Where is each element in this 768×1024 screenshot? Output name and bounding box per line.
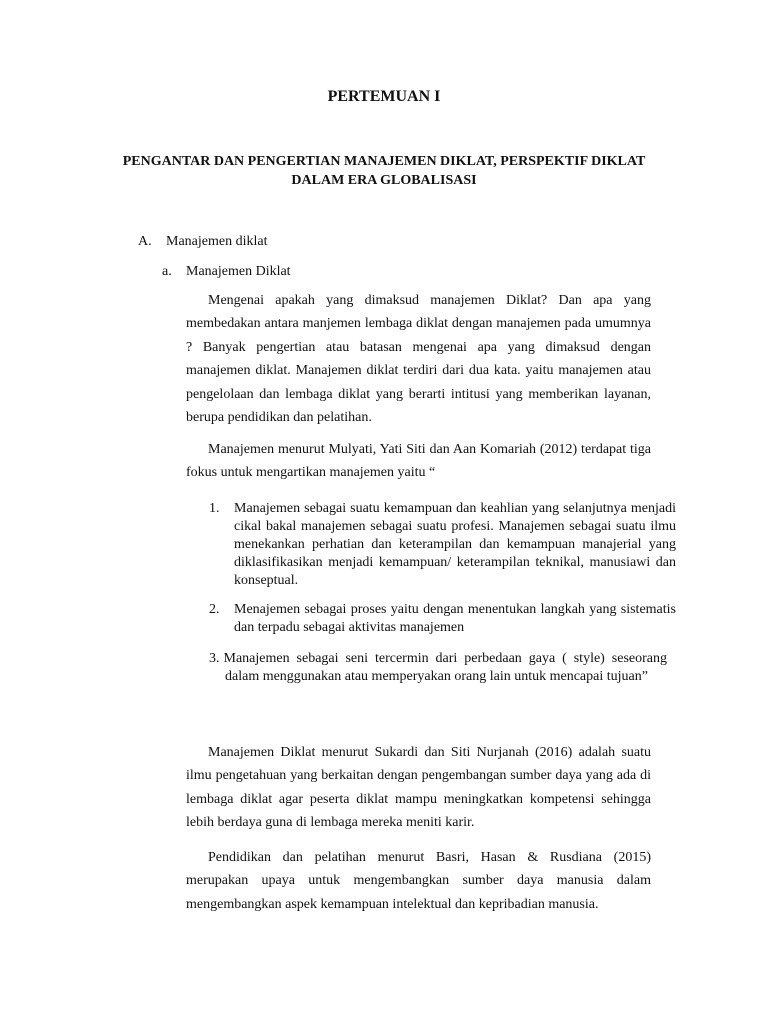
list-item [209,500,676,590]
list-item [209,601,676,637]
subtitle-line-2: DALAM ERA GLOBALISASI [291,173,477,188]
list-text: Manajemen sebagai suatu kemampuan dan keahlian yang selanjutnya menjadi cikal bakal manajemen sebagai suatu profesi. Manajemen sebagai suatu ilmu menekankan perhatian dan keterampilan dan kemampuan manajerial yang diklasifikasikan menjadi kemampuan/ keterampilan teknikal, manusiawi dan konseptual. [234,501,676,588]
list-text: Manajemen sebagai seni tercermin dari perbedaan gaya ( style) seseorang dalam menggunakan atau memperyakan orang lain untuk mencapai tujuan” [223,651,667,684]
paragraph: Mengenai apakah yang dimaksud manajemen Diklat? Dan apa yang membedakan antara manjemen lembaga diklat dengan manajemen pada umumnya ? Banyak pengertian atau batasan mengenai apa yang dimaksud dengan manajemen diklat. Manajemen diklat terdiri dari dua kata. yaitu manajemen atau pengelolaan dan lembaga diklat yang berarti intitusi yang memberikan layanan, berupa pendidikan dan pelatihan. [186,293,651,426]
section-label: Manajemen diklat [166,234,268,249]
subsection-label: Manajemen Diklat [186,264,291,279]
paragraph: Pendidikan dan pelatihan menurut Basri, Hasan & Rusdiana (2015) merupakan upaya untuk mengembangkan sumber daya manusia dalam mengembangkan aspek kemampuan intelektual dan kepribadian manusia. [186,850,651,912]
list-number: 3. [209,651,220,666]
subtitle-line-1: PENGANTAR DAN PENGERTIAN MANAJEMEN DIKLAT, PERSPEKTIF DIKLAT [122,154,646,169]
section-letter: A. [138,234,152,249]
list-number: 2. [209,602,220,617]
subsection-heading [162,262,291,281]
chapter-subtitle [100,152,668,190]
paragraph: Manajemen Diklat menurut Sukardi dan Siti Nurjanah (2016) adalah suatu ilmu pengetahuan yang berkaitan dengan pengembangan sumber daya yang ada di lembaga diklat agar peserta diklat mampu meningkatkan kompetensi sehingga lebih berdaya guna di lembaga mereka meniti karir. [186,745,651,831]
list-item [209,650,667,686]
paragraph: Manajemen menurut Mulyati, Yati Siti dan Aan Komariah (2012) terdapat tiga fokus untuk mengartikan manajemen yaitu “ [186,442,651,481]
page-title: PERTEMUAN I [327,88,441,105]
list-number: 1. [209,501,220,516]
section-heading [138,232,267,251]
list-text: Menajemen sebagai proses yaitu dengan menentukan langkah yang sistematis dan terpadu sebagai aktivitas manajemen [234,602,676,635]
subsection-letter: a. [162,264,172,279]
